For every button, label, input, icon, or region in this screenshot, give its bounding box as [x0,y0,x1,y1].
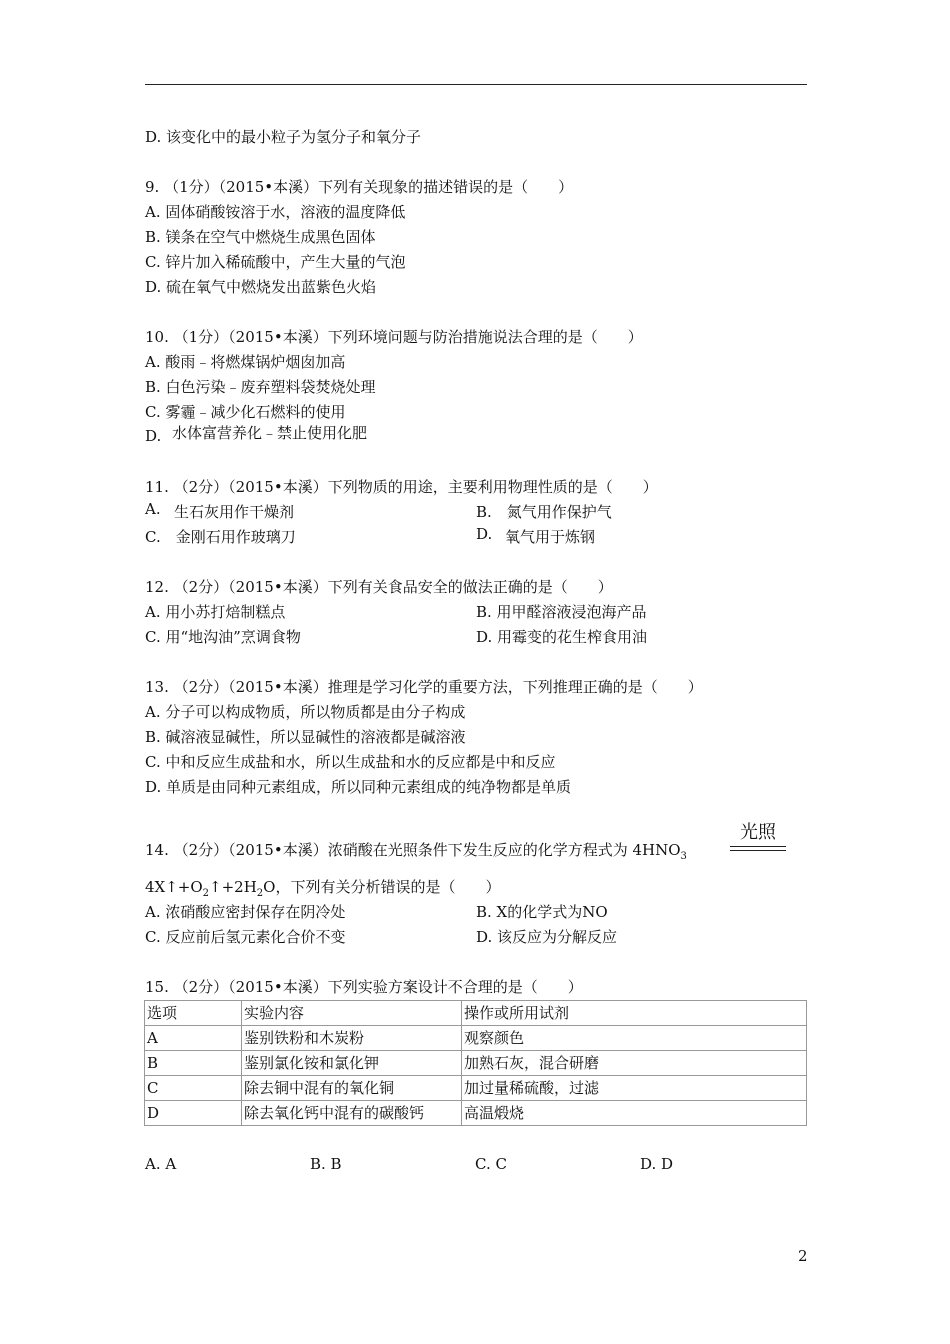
q10-option-d-label: D. [145,427,162,445]
table-cell: B [145,1051,242,1076]
q9-option-b: B. 镁条在空气中燃烧生成黑色固体 [145,228,376,246]
q14-stem-subscript: 3 [680,851,687,862]
q9-option-d: D. 硫在氧气中燃烧发出蓝紫色火焰 [145,278,377,296]
table-cell: 除去氧化钙中混有的碳酸钙 [242,1101,462,1126]
reaction-arrow [730,822,786,851]
table-cell: 鉴别氯化铵和氯化钾 [242,1051,462,1076]
q11-option-d-label: D. [476,525,493,543]
q13-option-c: C. 中和反应生成盐和水，所以生成盐和水的反应都是中和反应 [145,753,556,771]
q9-option-a: A. 固体硝酸铵溶于水，溶液的温度降低 [145,203,406,221]
q12-option-c: C. 用“地沟油”烹调食物 [145,628,301,646]
table-row [145,1101,807,1126]
page-number: 2 [798,1247,808,1265]
q12-option-a: A. 用小苏打焙制糕点 [145,603,286,621]
q15-answer-d: D. D [640,1155,674,1173]
q13-option-d: D. 单质是由同种元素组成，所以同种元素组成的纯净物都是单质 [145,778,572,796]
table-header-cell: 选项 [145,1001,242,1026]
table-header-cell: 实验内容 [242,1001,462,1026]
q14-eq-sub2: 2 [256,888,264,899]
arrow-line-top [730,846,786,847]
q10-option-c: C. 雾霾﹣减少化石燃料的使用 [145,403,346,421]
q9-stem: 9. （1分）（2015•本溪）下列有关现象的描述错误的是（ ） [145,178,574,196]
q14-equation [145,877,500,904]
q12-option-b: B. 用甲醛溶液浸泡海产品 [476,603,647,621]
q15-answer-b: B. B [310,1155,342,1173]
q13-stem: 13. （2分）（2015•本溪）推理是学习化学的重要方法，下列推理正确的是（ ） [145,678,703,696]
table-cell: 高温煅烧 [462,1101,807,1126]
q11-stem: 11. （2分）（2015•本溪）下列物质的用途，主要利用物理性质的是（ ） [145,478,658,496]
arrow-line-bottom [730,850,786,851]
q8-option-d: D. 该变化中的最小粒子为氢分子和氧分子 [145,128,422,146]
q12-option-d: D. 用霉变的花生榨食用油 [476,628,648,646]
q10-option-d-text: 水体富营养化﹣禁止使用化肥 [172,424,368,442]
q9-option-c: C. 锌片加入稀硫酸中，产生大量的气泡 [145,253,406,271]
q10-stem: 10. （1分）（2015•本溪）下列环境问题与防治措施说法合理的是（ ） [145,328,643,346]
q14-eq-sub1: 2 [202,888,210,899]
q10-option-a: A. 酸雨﹣将燃煤锅炉烟囱加高 [145,353,346,371]
table-row [145,1026,807,1051]
q14-option-a: A. 浓硝酸应密封保存在阴冷处 [145,903,346,921]
table-row [145,1076,807,1101]
table-row [145,1051,807,1076]
table-header-row [145,1001,807,1026]
q11-option-c: C. 金刚石用作玻璃刀 [145,528,296,546]
table-cell: 除去铜中混有的氧化铜 [242,1076,462,1101]
q15-answer-a: A. A [145,1155,177,1173]
q11-option-a-text: 生石灰用作干燥剂 [174,503,295,521]
q14-option-d: D. 该反应为分解反应 [476,928,618,946]
table-header-cell: 操作或所用试剂 [462,1001,807,1026]
q15-answer-c: C. C [475,1155,507,1173]
q10-option-b: B. 白色污染﹣废弃塑料袋焚烧处理 [145,378,376,396]
header-rule [145,84,807,85]
q11-option-d-text: 氧气用于炼钢 [505,528,596,546]
q13-option-a: A. 分子可以构成物质，所以物质都是由分子构成 [145,703,466,721]
table-cell: D [145,1101,242,1126]
q14-option-b: B. X的化学式为NO [476,903,608,921]
q14-stem [145,840,687,867]
q14-eq-part3: O，下列有关分析错误的是（ ） [263,878,501,896]
q12-stem: 12. （2分）（2015•本溪）下列有关食品安全的做法正确的是（ ） [145,578,613,596]
table-cell: 加熟石灰，混合研磨 [462,1051,807,1076]
experiment-table [144,1000,807,1126]
table-cell: 鉴别铁粉和木炭粉 [242,1026,462,1051]
q11-option-a-label: A. [145,500,161,518]
table-cell: C [145,1076,242,1101]
q13-option-b: B. 碱溶液显碱性，所以显碱性的溶液都是碱溶液 [145,728,466,746]
q11-option-b: B. 氮气用作保护气 [476,503,612,521]
q14-eq-part2: ↑+2H [209,878,257,896]
q14-eq-part1: 4X↑+O [145,878,203,896]
table-cell: 观察颜色 [462,1026,807,1051]
q15-stem: 15. （2分）（2015•本溪）下列实验方案设计不合理的是（ ） [145,978,583,996]
q14-option-c: C. 反应前后氢元素化合价不变 [145,928,346,946]
q14-stem-text: 14. （2分）（2015•本溪）浓硝酸在光照条件下发生反应的化学方程式为 4HNO [145,841,681,859]
table-cell: 加过量稀硫酸，过滤 [462,1076,807,1101]
table-cell: A [145,1026,242,1051]
reaction-condition: 光照 [740,822,776,843]
